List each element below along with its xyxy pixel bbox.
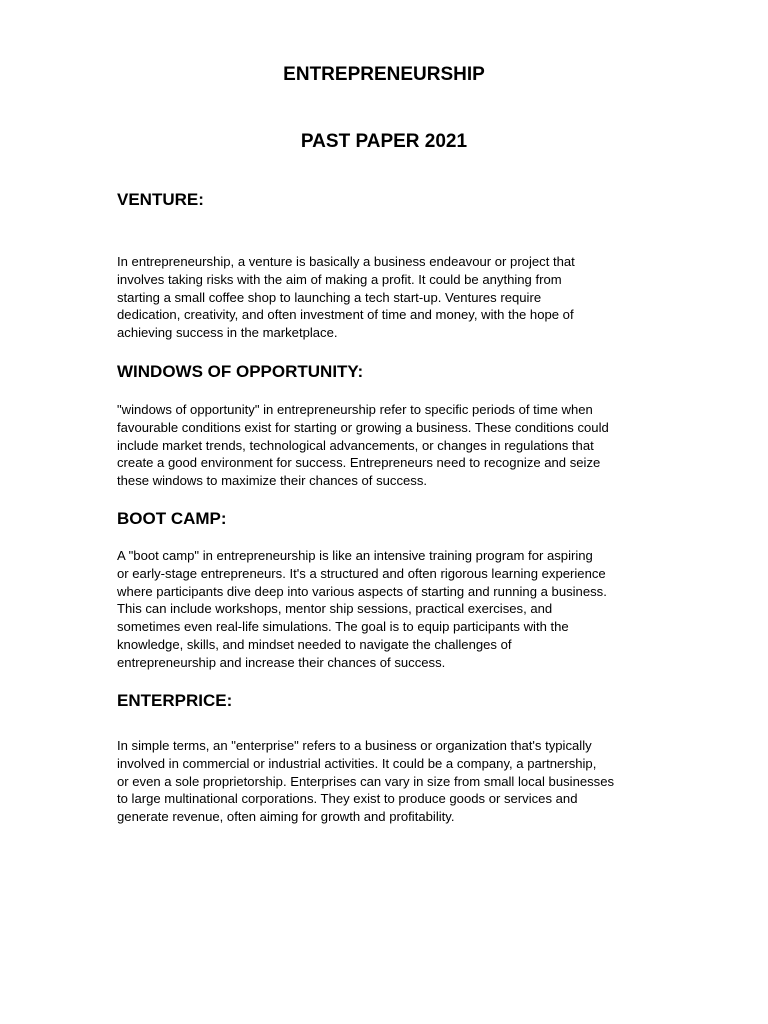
text-line: entrepreneurship and increase their chances of success. bbox=[117, 654, 446, 670]
text-line: favourable conditions exist for starting or growing a business. These conditions could bbox=[117, 419, 609, 435]
text-line: In entrepreneurship, a venture is basically a business endeavour or project that bbox=[117, 254, 575, 269]
section-body-venture bbox=[117, 253, 657, 342]
section-heading-enterprice: ENTERPRICE: bbox=[117, 691, 233, 710]
text-line: or early-stage entrepreneurs. It's a structured and often rigorous learning experience bbox=[117, 565, 606, 581]
section-heading-boot-camp: BOOT CAMP: bbox=[117, 509, 227, 528]
section-body-windows-of-opportunity bbox=[117, 401, 657, 490]
text-line: to large multinational corporations. They exist to produce goods or services and bbox=[117, 791, 578, 807]
text-line: achieving success in the marketplace. bbox=[117, 325, 338, 341]
text-line: "windows of opportunity" in entrepreneurship refer to specific periods of time when bbox=[117, 402, 593, 417]
text-line: involved in commercial or industrial activities. It could be a company, a partnership, bbox=[117, 755, 597, 771]
text-line: This can include workshops, mentor ship sessions, practical exercises, and bbox=[117, 601, 553, 617]
section-body-enterprice bbox=[117, 737, 657, 826]
document-subtitle: PAST PAPER 2021 bbox=[300, 131, 468, 152]
text-line: starting a small coffee shop to launching a tech start-up. Ventures require bbox=[117, 289, 542, 305]
text-line: or even a sole proprietorship. Enterprises can vary in size from small local businesses bbox=[117, 773, 615, 789]
text-line: involves taking risks with the aim of making a profit. It could be anything from bbox=[117, 271, 562, 287]
text-line: these windows to maximize their chances of success. bbox=[117, 473, 428, 489]
text-line: include market trends, technological advancements, or changes in regulations that bbox=[117, 437, 594, 453]
text-line: generate revenue, often aiming for growth and profitability. bbox=[117, 809, 455, 825]
text-line: knowledge, skills, and mindset needed to navigate the challenges of bbox=[117, 636, 512, 652]
text-line: where participants dive deep into various aspects of starting and running a business. bbox=[117, 583, 607, 599]
text-line: A "boot camp" in entrepreneurship is like an intensive training program for aspiring bbox=[117, 548, 593, 563]
section-heading-venture: VENTURE: bbox=[117, 190, 204, 209]
text-line: dedication, creativity, and often investment of time and money, with the hope of bbox=[117, 307, 574, 323]
text-line: sometimes even real-life simulations. The goal is to equip participants with the bbox=[117, 619, 569, 635]
section-heading-windows-of-opportunity: WINDOWS OF OPPORTUNITY: bbox=[117, 362, 364, 381]
text-line: create a good environment for success. Entrepreneurs need to recognize and seize bbox=[117, 455, 601, 471]
section-body-boot-camp bbox=[117, 547, 657, 672]
text-line: In simple terms, an "enterprise" refers to a business or organization that's typically bbox=[117, 738, 592, 753]
document-title: ENTREPRENEURSHIP bbox=[283, 64, 485, 85]
